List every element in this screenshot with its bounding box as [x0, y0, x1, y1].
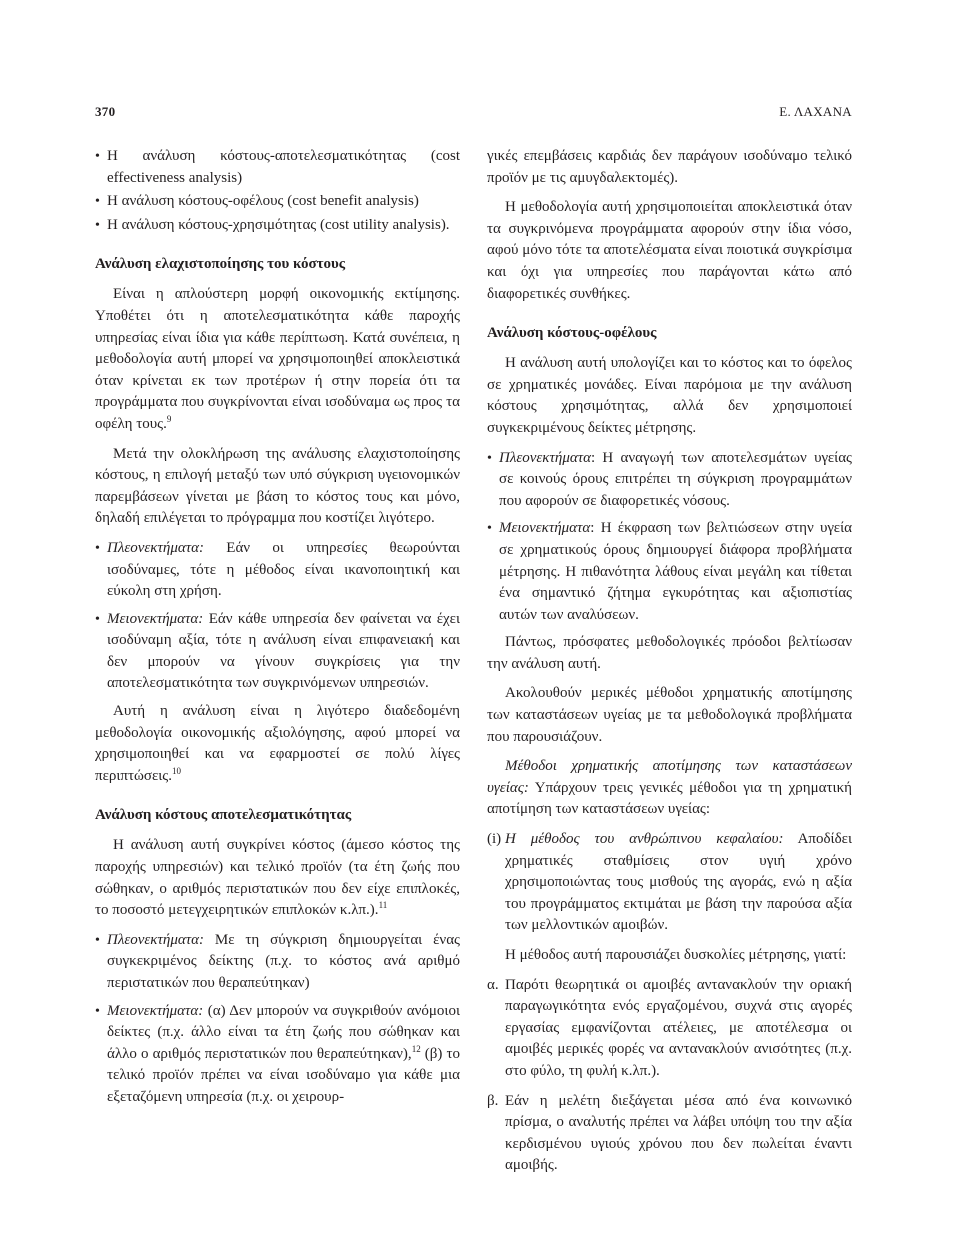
difficulties-list [487, 975, 852, 1177]
section-heading-cost-benefit: Ανάλυση κόστους-οφέλους [487, 325, 657, 342]
paragraph: Η ανάλυση αυτή συγκρίνει κόστος (άμεσο κόστος της παροχής υπηρεσιών) και τελικό προϊόν (τα έτη ζωής που σώθηκαν, ο αριθμός περιστατικών που δεν είχε επιπλοκές, το ποσοστό μετεγχειρητικών επιπλοκών κ.λπ.).$^{11}$ [95, 837, 460, 919]
method-list [487, 829, 852, 937]
paragraph: Ακολουθούν μερικές μέθοδοι χρηματικής αποτίμησης των καταστάσεων υγείας με τα μεθοδολογικά προβλήματα που παρουσιάζουν. [487, 685, 852, 745]
paragraph: γικές επεμβάσεις καρδιάς δεν παράγουν ισοδύναμο τελικό προϊόν με τις αμυγδαλεκτομές). [487, 148, 852, 186]
footnote-ref: 11 [378, 900, 388, 911]
list-item: α. Παρότι θεωρητικά οι αμοιβές αντανακλούν την οριακή παραγωγικότητα ενός εργαζομένου, συχνά στις αγορές εργασίας εμφανίζονται ατέλειες, με αποτέλεσμα οι αμοιβές μερικές φορές να αντανακλούν ανισότητες (π.χ. στο φύλο, τη φυλή κ.λπ.). [487, 976, 852, 1079]
section-heading-cost-minimization: Ανάλυση ελαχιστοποίησης του κόστους [95, 256, 346, 273]
list-item: • Μειονεκτήματα: (α) Δεν μπορούν να συγκριθούν ανόμοιοι δείκτες (π.χ. άλλο είναι τα έτη ζωής που σώθηκαν και άλλο ο αριθμός περιστατικών που θεραπεύτηκαν),$^{12}$ (β) το τελικό προϊόν πρέπει να είναι ισοδύναμο για κάθε μια εξεταζόμενη υπηρεσία (π.χ. οι χειρουρ- [95, 1001, 460, 1109]
paragraph: Αυτή η ανάλυση είναι η λιγότερο διαδεδομένη μεθοδολογία οικονομικής αξιολόγησης, αφού μπορεί να χρησιμοποιηθεί και να εφαρμοστεί σε πολύ λίγες περιπτώσεις.$^{10}$ [95, 703, 460, 784]
list-marker: (i) [487, 831, 502, 848]
paragraph: Η μεθοδολογία αυτή χρησιμοποιείται αποκλειστικά όταν τα συγκρινόμενα προγράμματα αφορούν στην ίδια νόσο, αφού μόνο τότε τα αποτελέσματα είναι ποιοτικά συγκρίσιμα και όχι για υπηρεσίες που παράγονται κάτω από διαφορετικές συνθήκες. [487, 199, 852, 302]
footnote-ref: 12 [411, 1043, 421, 1054]
list-item: • Η ανάλυση κόστους-χρησιμότητας (cost utility analysis). [95, 215, 460, 237]
paragraph: Πάντως, πρόσφατες μεθοδολογικές πρόοδοι βελτίωσαν την ανάλυση αυτή. [487, 634, 852, 672]
page-number: 370 [95, 104, 116, 119]
list-item: • Η ανάλυση κόστους-αποτελεσματικότητας (cost effectiveness analysis) [95, 146, 460, 189]
analysis-types-list [95, 146, 460, 236]
pros-cons-list [95, 538, 460, 695]
list-item: • Μειονεκτήματα: Η έκφραση των βελτιώσεων στην υγεία σε χρηματικούς όρους δημιουργεί διάφορα προβλήματα μέτρησης. Η πιθανότητα λάθους είναι μεγάλη και τίθεται ένα σημαντικό ζήτημα εγκυρότητας και αξιοπιστίας αυτών των αναλύσεων. [487, 518, 852, 626]
right-column [487, 146, 852, 1185]
list-item: • Μειονεκτήματα: Εάν κάθε υπηρεσία δεν φαίνεται να έχει ισοδύναμη αξία, τότε η ανάλυση είναι επιφανειακή και δεν μπορούν να γίνουν συγκρίσεις για την αποτελεσματικότητα των συγκρινόμενων υπηρεσιών. [95, 609, 460, 695]
list-item: (i) Η μέθοδος του ανθρώπινου κεφαλαίου: Αποδίδει χρηματικές σταθμίσεις στον υγιή χρόνο χρησιμοποιώντας τους μισθούς της αγοράς, ενώ η αξία του προγράμματος εκτιμάται με βάση την παρούσα αξία των μελλοντικών αμοιβών. [487, 831, 852, 934]
list-item: β. Εάν η μελέτη διεξάγεται μέσα από ένα κοινωνικό πρίσμα, ο αναλυτής πρέπει να λάβει υπόψη του την αξία κερδισμένου υγιούς χρόνου που δεν πωλείται έναντι αμοιβής. [487, 1092, 852, 1174]
paragraph: Μέθοδοι χρηματικής αποτίμησης των καταστάσεων υγείας: Υπάρχουν τρεις γενικές μέθοδοι για τη χρηματική αποτίμηση των καταστάσεων υγείας: [487, 758, 852, 818]
paragraph: Η μέθοδος αυτή παρουσιάζει δυσκολίες μέτρησης, γιατί: [505, 947, 847, 963]
list-item: • Πλεονεκτήματα: Η αναγωγή των αποτελεσμάτων υγείας σε κοινούς όρους επιτρέπει τη σύγκριση προγραμμάτων που αφορούν σε διαφορετικές νόσους. [487, 448, 852, 513]
footnote-ref: 10 [171, 765, 181, 776]
running-author: Ε. ΛΑΧΑΝΑ [779, 104, 852, 119]
paragraph: Είναι η απλούστερη μορφή οικονομικής εκτίμησης. Υποθέτει ότι η αποτελεσματικότητα κάθε παροχής υπηρεσίας είναι ίδια για κάθε περίπτωση. Κατά συνέπεια, η μεθοδολογία αυτή μπορεί να χρησιμοποιηθεί αποκλειστικά όταν κρίνεται εκ των προτέρων ή στην πορεία ότι τα προγράμματα που συγκρίνονται είναι ισοδύναμα ως προς τα οφέλη τους.$^9$ [95, 286, 460, 432]
footnote-ref: 9 [166, 413, 172, 424]
list-item: • Πλεονεκτήματα: Εάν οι υπηρεσίες θεωρούνται ισοδύναμες, τότε η μέθοδος είναι ικανοποιητική και εύκολη στη χρήση. [95, 538, 460, 603]
pros-cons-list [95, 930, 460, 1109]
left-column [95, 146, 460, 1115]
pros-cons-list [487, 448, 852, 627]
section-heading-cost-effectiveness: Ανάλυση κόστους αποτελεσματικότητας [95, 807, 352, 824]
list-item: • Πλεονεκτήματα: Με τη σύγκριση δημιουργείται ένας συγκεκριμένος δείκτης (π.χ. το κόστος ανά αριθμό περιστατικών που θεραπεύτηκαν) [95, 930, 460, 995]
paragraph: Η ανάλυση αυτή υπολογίζει και το κόστος και το όφελος σε χρηματικές μονάδες. Είναι παρόμοια με την ανάλυση κόστους χρησιμότητας, αλλά δεν χρησιμοποιεί συγκεκριμένους δείκτες μέτρησης. [487, 355, 852, 436]
list-marker: α. [487, 976, 499, 993]
list-marker: β. [487, 1092, 499, 1109]
list-item: • Η ανάλυση κόστους-οφέλους (cost benefit analysis) [95, 191, 460, 213]
running-head [95, 104, 852, 126]
paragraph: Μετά την ολοκλήρωση της ανάλυσης ελαχιστοποίησης κόστους, η επιλογή μεταξύ των υπό σύγκριση υγειονομικών παρεμβάσεων γίνεται με βάση το κόστος τους και μόνο, δηλαδή επιλέγεται το πρόγραμμα που κοστίζει λιγότερο. [95, 445, 460, 527]
